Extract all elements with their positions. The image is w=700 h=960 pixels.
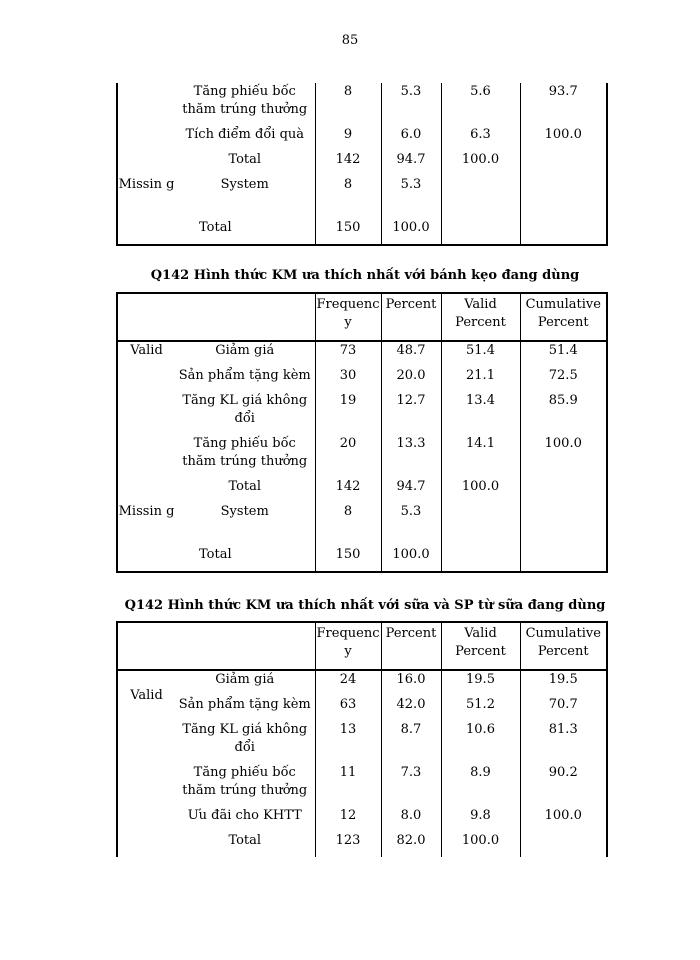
table-row: Valid Giảm giá 24 16.0 19.5 19.5: [117, 670, 607, 696]
table-row: Valid Giảm giá 73 48.7 51.4 51.4: [117, 341, 607, 367]
table-header-row: [117, 293, 607, 341]
header-valid-percent: Valid Percent: [441, 293, 520, 341]
header-percent: Percent: [381, 622, 441, 670]
table-row: Total 123 82.0 100.0: [117, 832, 607, 857]
valid-group-label: Valid: [117, 341, 175, 503]
table-row: Total 142 94.7 100.0: [117, 151, 607, 176]
table-header-row: [117, 622, 607, 670]
table-row: Total 150 100.0: [117, 219, 607, 245]
header-cumulative-percent: Cumulative Percent: [520, 293, 607, 341]
table-row: Total 150 100.0: [117, 546, 607, 572]
table-2: [116, 292, 608, 573]
table-row: Sản phẩm tặng kèm 63 42.0 51.2 70.7: [117, 696, 607, 721]
table-row: Tăng phiếu bốc thăm trúng thưởng 11 7.3 8.9 90.2: [117, 764, 607, 807]
table-row: Tăng phiếu bốc thăm trúng thưởng 20 13.3 14.1 100.0: [117, 435, 607, 478]
table-continuation: [116, 80, 608, 246]
table-row: Sản phẩm tặng kèm 30 20.0 21.1 72.5: [117, 367, 607, 392]
table-row: Missin g System 8 5.3: [117, 503, 607, 546]
missing-group-label: Missin g: [117, 176, 175, 219]
page-number: 85: [341, 33, 359, 48]
missing-group-label: Missin g: [117, 503, 175, 546]
table-2-title: Q142 Hình thức KM ưa thích nhất với bánh kẹo đang dùng: [150, 268, 580, 283]
table-row: Ưu đãi cho KHTT 12 8.0 9.8 100.0: [117, 807, 607, 832]
table-row: Tăng KL giá không đổi 19 12.7 13.4 85.9: [117, 392, 607, 435]
valid-group-label: Valid: [117, 670, 175, 857]
table-row: Tích điểm đổi quà 9 6.0 6.3 100.0: [117, 126, 607, 151]
table-row: Total 142 94.7 100.0: [117, 478, 607, 503]
table-row: Tăng KL giá không đổi 13 8.7 10.6 81.3: [117, 721, 607, 764]
table-row: Missin g System 8 5.3: [117, 176, 607, 219]
header-valid-percent: Valid Percent: [441, 622, 520, 670]
table-row: Tăng phiếu bốc thăm trúng thưởng 8 5.3 5.6 93.7: [117, 82, 607, 127]
table-3-title: Q142 Hình thức KM ưa thích nhất với sữa và SP từ sữa đang dùng: [124, 598, 606, 613]
header-percent: Percent: [381, 293, 441, 341]
header-cumulative-percent: Cumulative Percent: [520, 622, 607, 670]
header-frequency: Frequenc y: [315, 293, 381, 341]
header-frequency: Frequenc y: [315, 622, 381, 670]
table-3: [116, 621, 608, 857]
